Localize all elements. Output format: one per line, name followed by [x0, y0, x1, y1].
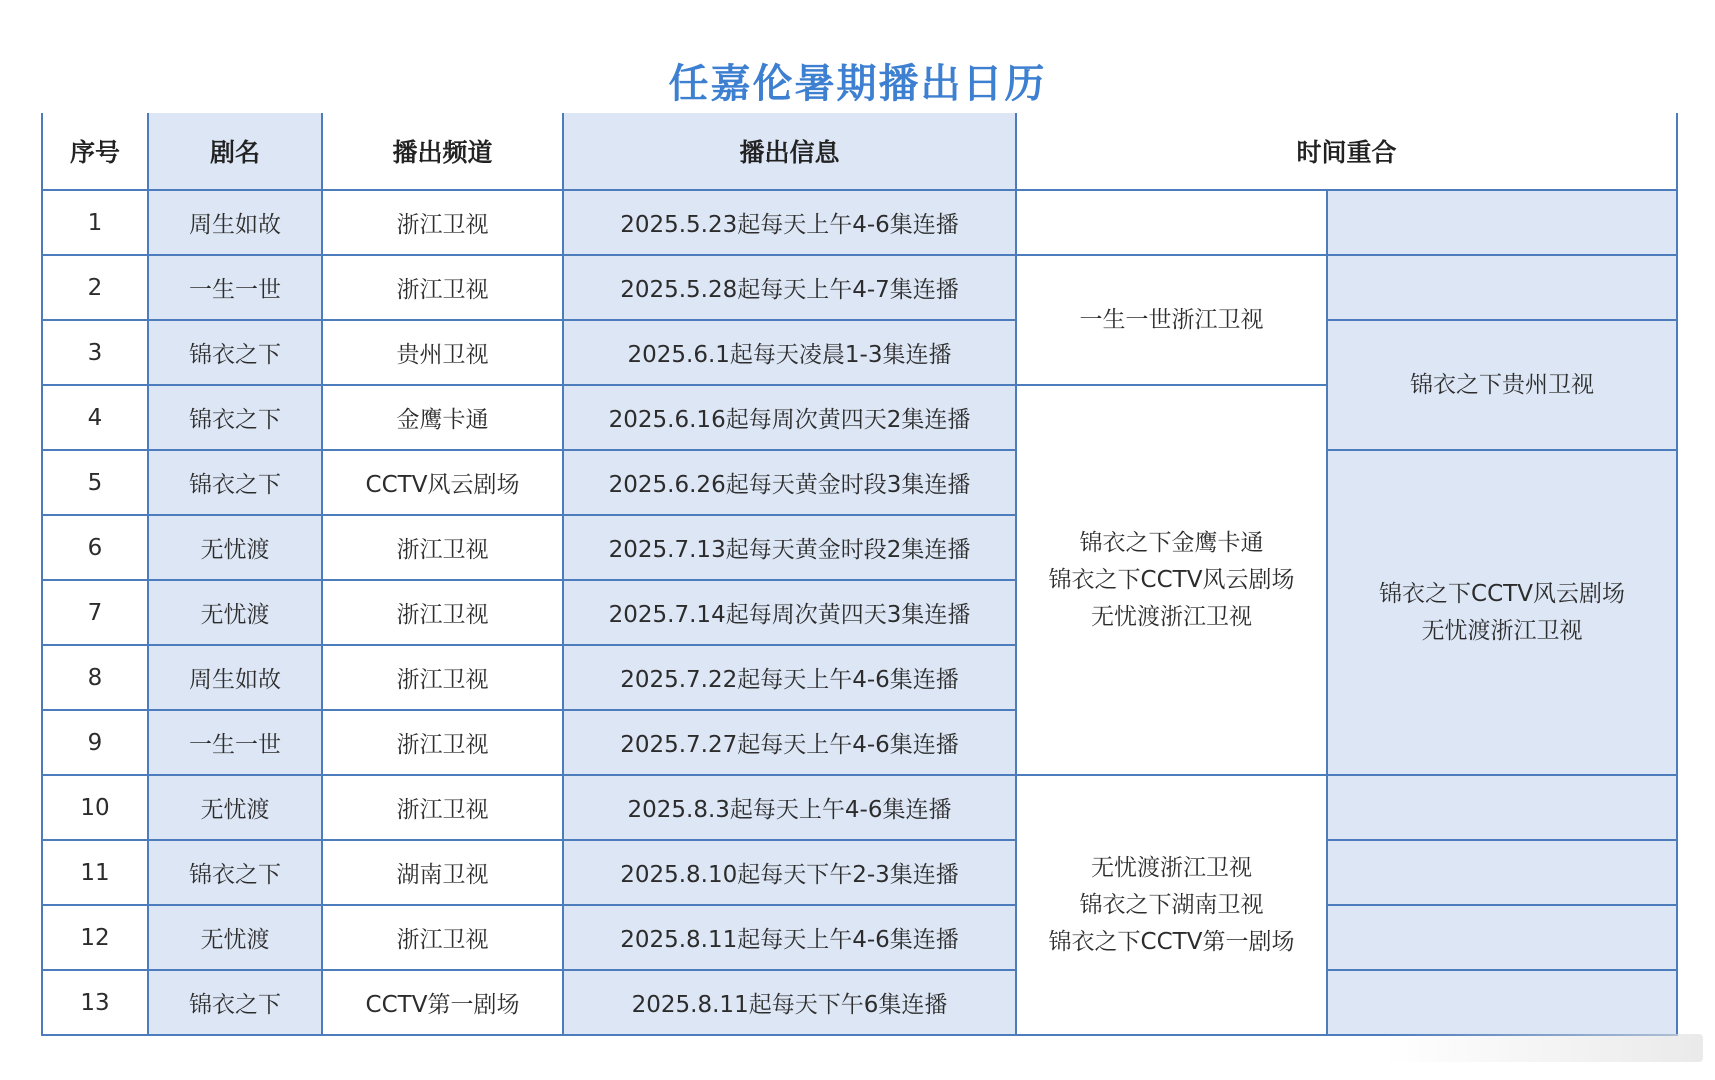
overlap-line: 锦衣之下湖南卫视	[1079, 891, 1264, 918]
cell-channel: 金鹰卡通	[322, 385, 563, 450]
cell-info: 2025.8.3起每天上午4-6集连播	[563, 775, 1016, 840]
overlap-a-group-2	[1016, 255, 1327, 385]
cell-index: 3	[42, 320, 148, 385]
overlap-line: 锦衣之下贵州卫视	[1410, 371, 1594, 398]
overlap-b-slot-2	[1327, 255, 1677, 320]
cell-info: 2025.8.11起每天上午4-6集连播	[563, 905, 1016, 970]
cell-info: 2025.7.14起每周次黄四天3集连播	[563, 580, 1016, 645]
cell-info: 2025.7.22起每天上午4-6集连播	[563, 645, 1016, 710]
cell-info: 2025.7.13起每天黄金时段2集连播	[563, 515, 1016, 580]
table-row	[42, 840, 1677, 905]
cell-info: 2025.6.26起每天黄金时段3集连播	[563, 450, 1016, 515]
cell-channel: CCTV第一剧场	[322, 970, 563, 1035]
cell-index: 10	[42, 775, 148, 840]
cell-index: 1	[42, 190, 148, 255]
cell-channel: 浙江卫视	[322, 710, 563, 775]
table-row	[42, 905, 1677, 970]
table-row	[42, 450, 1677, 515]
header-info: 播出信息	[563, 113, 1016, 190]
cell-channel: 浙江卫视	[322, 775, 563, 840]
table-row	[42, 775, 1677, 840]
cell-drama: 锦衣之下	[148, 970, 322, 1035]
cell-info: 2025.5.23起每天上午4-6集连播	[563, 190, 1016, 255]
cell-drama: 锦衣之下	[148, 840, 322, 905]
cell-drama: 周生如故	[148, 645, 322, 710]
overlap-b-slot-11	[1327, 840, 1677, 905]
overlap-line: 锦衣之下CCTV风云剧场	[1048, 566, 1295, 593]
overlap-b-slot-12	[1327, 905, 1677, 970]
overlap-a-group-4	[1016, 775, 1327, 1035]
cell-info: 2025.8.11起每天下午6集连播	[563, 970, 1016, 1035]
overlap-line: 无忧渡浙江卫视	[1091, 854, 1252, 881]
cell-drama: 无忧渡	[148, 775, 322, 840]
cell-channel: CCTV风云剧场	[322, 450, 563, 515]
cell-drama: 无忧渡	[148, 905, 322, 970]
cell-channel: 贵州卫视	[322, 320, 563, 385]
header-drama: 剧名	[148, 113, 322, 190]
table-row	[42, 255, 1677, 320]
cell-index: 7	[42, 580, 148, 645]
overlap-b-slot-1	[1327, 190, 1677, 255]
cell-channel: 浙江卫视	[322, 190, 563, 255]
overlap-b-group-2	[1327, 320, 1677, 450]
cell-index: 2	[42, 255, 148, 320]
cell-drama: 锦衣之下	[148, 385, 322, 450]
overlap-line: 锦衣之下CCTV风云剧场	[1379, 580, 1625, 607]
cell-drama: 一生一世	[148, 255, 322, 320]
cell-index: 6	[42, 515, 148, 580]
overlap-b-group-3	[1327, 450, 1677, 775]
cell-index: 4	[42, 385, 148, 450]
cell-drama: 无忧渡	[148, 580, 322, 645]
cell-channel: 湖南卫视	[322, 840, 563, 905]
cell-info: 2025.8.10起每天下午2-3集连播	[563, 840, 1016, 905]
cell-channel: 浙江卫视	[322, 645, 563, 710]
page-title: 任嘉伦暑期播出日历	[668, 61, 1047, 107]
cell-channel: 浙江卫视	[322, 515, 563, 580]
cell-index: 11	[42, 840, 148, 905]
cell-drama: 一生一世	[148, 710, 322, 775]
cell-channel: 浙江卫视	[322, 580, 563, 645]
table-row	[42, 970, 1677, 1035]
overlap-line: 一生一世浙江卫视	[1079, 306, 1264, 333]
cell-drama: 锦衣之下	[148, 320, 322, 385]
cell-info: 2025.7.27起每天上午4-6集连播	[563, 710, 1016, 775]
overlap-b-slot-13	[1327, 970, 1677, 1035]
overlap-b-slot-10	[1327, 775, 1677, 840]
cell-index: 9	[42, 710, 148, 775]
overlap-line: 无忧渡浙江卫视	[1421, 617, 1583, 644]
header-overlap: 时间重合	[1016, 113, 1677, 190]
cell-channel: 浙江卫视	[322, 905, 563, 970]
overlap-line: 无忧渡浙江卫视	[1091, 603, 1252, 630]
overlap-a-group-1	[1016, 190, 1327, 255]
cell-index: 12	[42, 905, 148, 970]
cell-drama: 锦衣之下	[148, 450, 322, 515]
cell-index: 8	[42, 645, 148, 710]
overlap-a-group-3	[1016, 385, 1327, 775]
cell-channel: 浙江卫视	[322, 255, 563, 320]
header-index: 序号	[42, 113, 148, 190]
schedule-table	[41, 113, 1678, 1036]
table-row	[42, 320, 1677, 385]
header-row	[42, 113, 1677, 190]
overlap-line: 锦衣之下金鹰卡通	[1079, 529, 1264, 556]
watermark	[1383, 1034, 1703, 1062]
cell-drama: 无忧渡	[148, 515, 322, 580]
cell-info: 2025.6.16起每周次黄四天2集连播	[563, 385, 1016, 450]
cell-index: 5	[42, 450, 148, 515]
table-row	[42, 190, 1677, 255]
cell-drama: 周生如故	[148, 190, 322, 255]
overlap-line: 锦衣之下CCTV第一剧场	[1048, 928, 1295, 955]
cell-info: 2025.5.28起每天上午4-7集连播	[563, 255, 1016, 320]
cell-info: 2025.6.1起每天凌晨1-3集连播	[563, 320, 1016, 385]
header-channel: 播出频道	[322, 113, 563, 190]
cell-index: 13	[42, 970, 148, 1035]
